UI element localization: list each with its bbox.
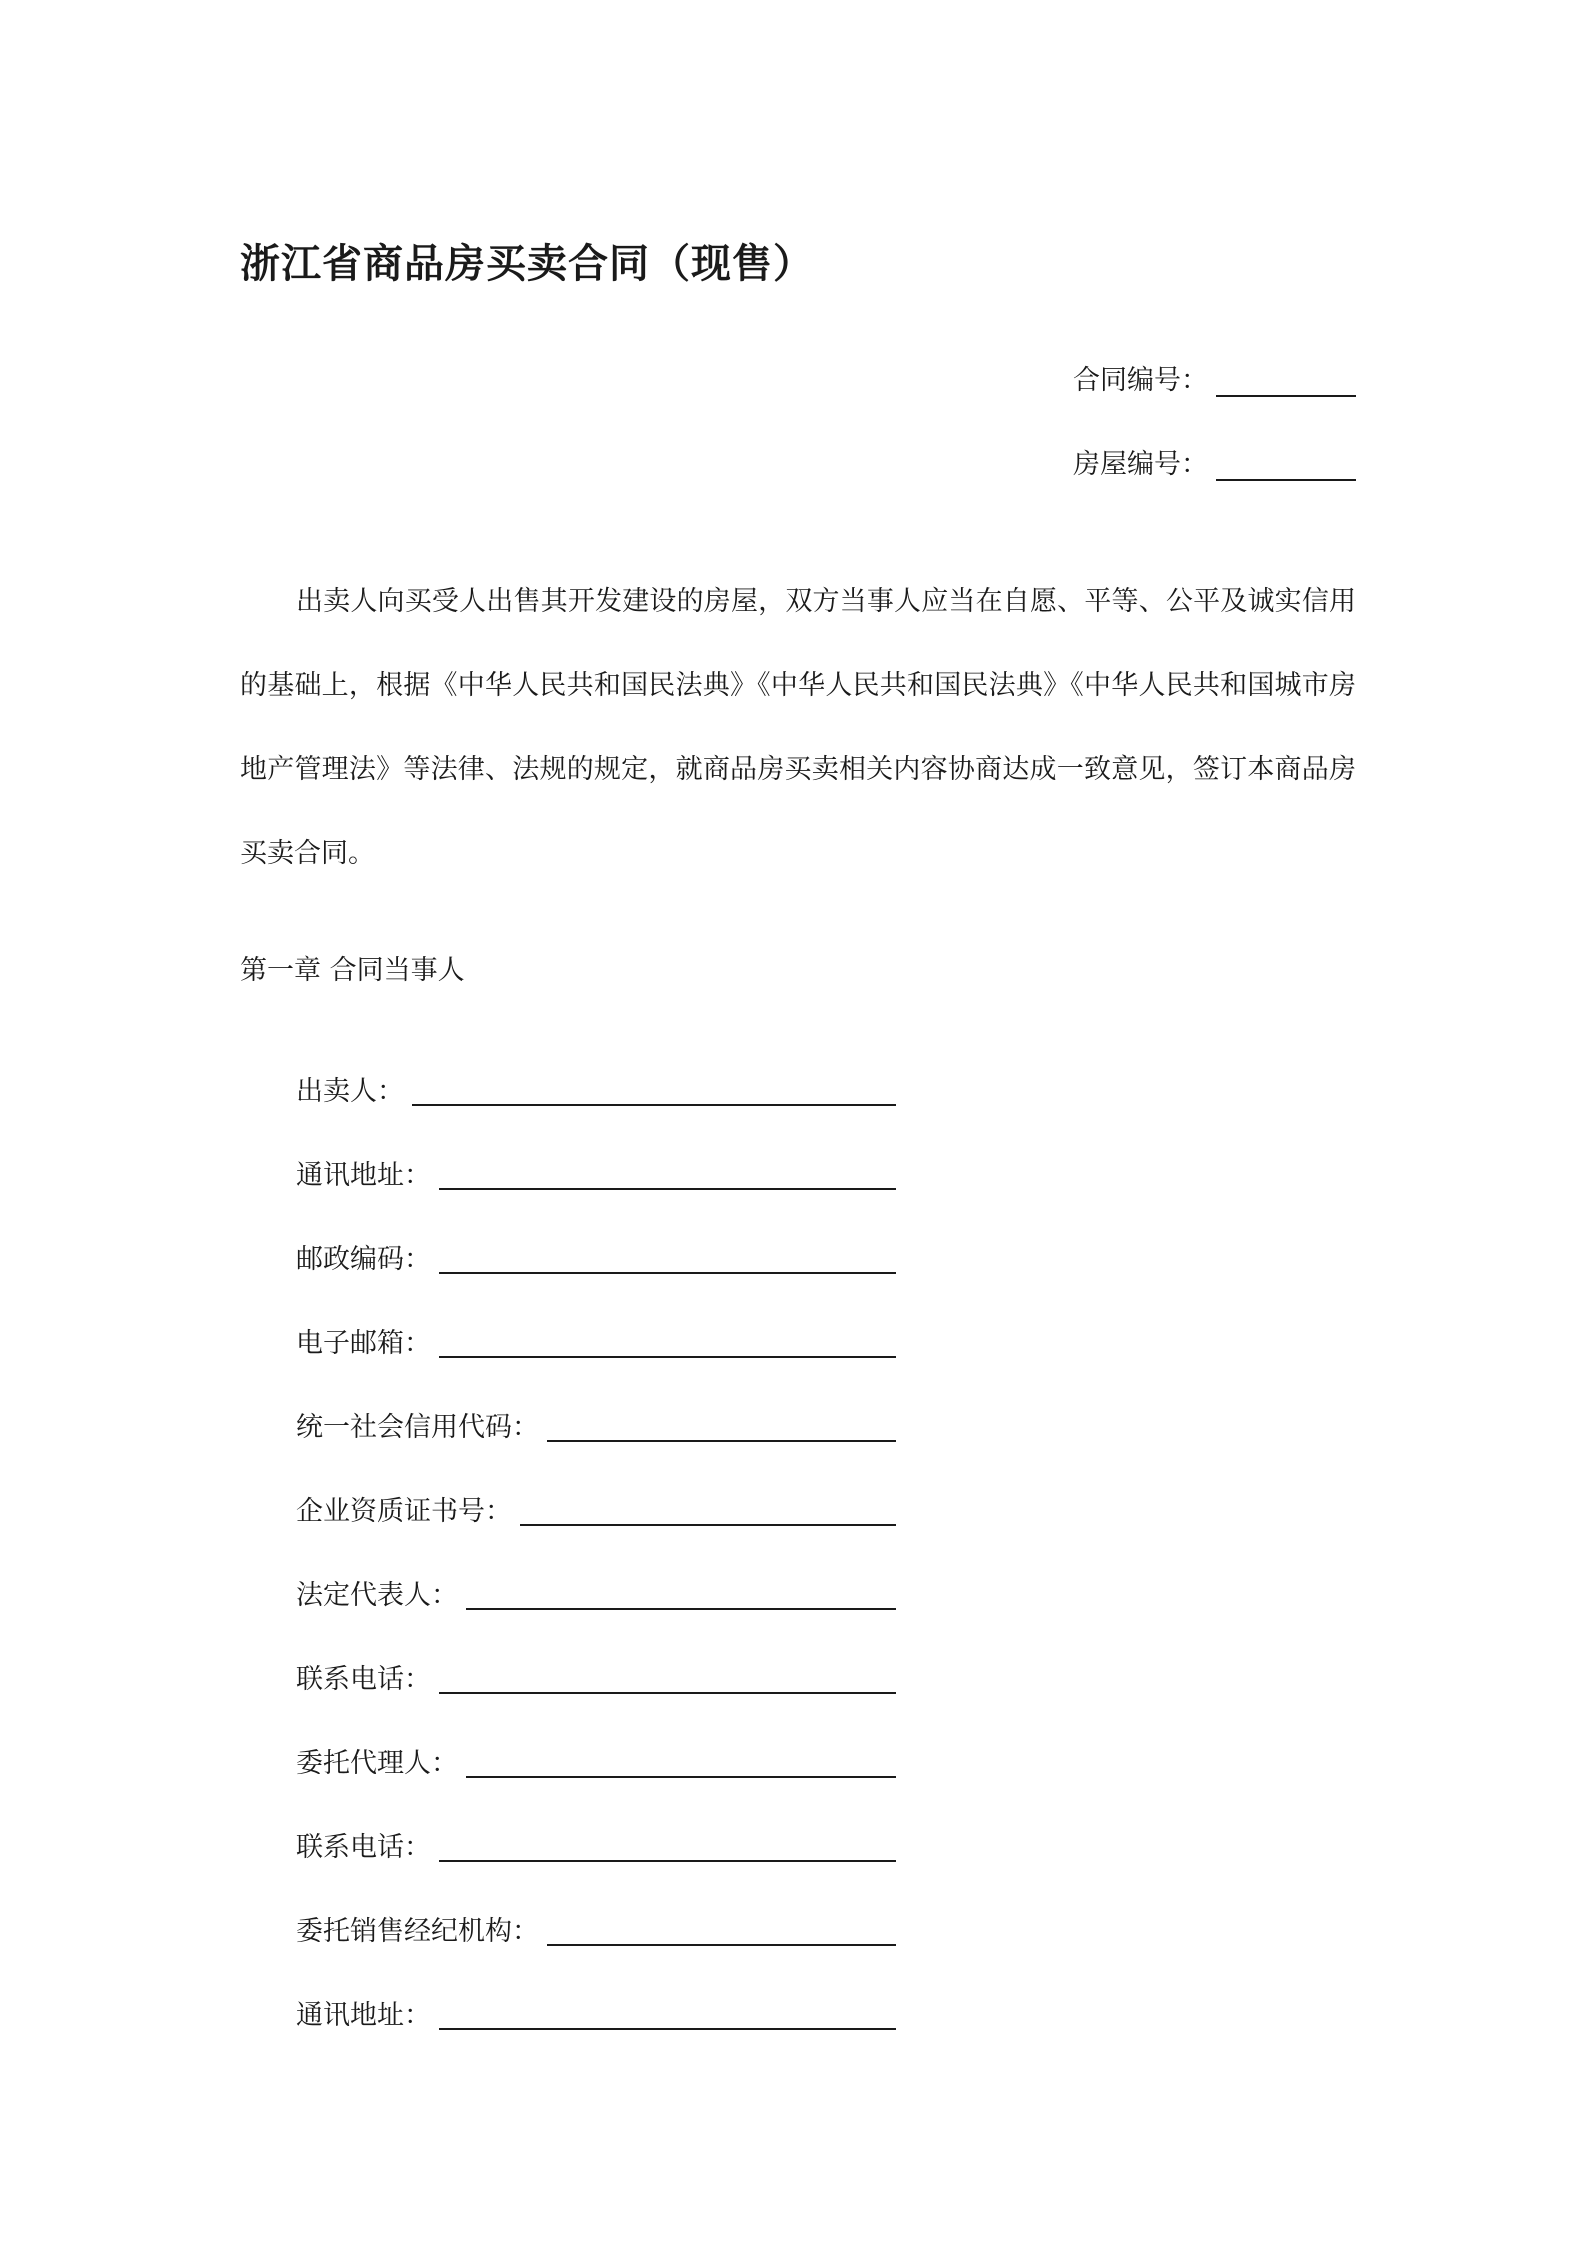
house-number-blank[interactable] bbox=[1216, 449, 1356, 481]
field-label: 邮政编码： bbox=[296, 1244, 431, 1275]
field-label: 通讯地址： bbox=[296, 2000, 431, 2031]
field-label: 电子邮箱： bbox=[296, 1328, 431, 1359]
field-seller bbox=[296, 1028, 896, 1112]
field-qualification-cert bbox=[296, 1448, 896, 1532]
field-legal-representative bbox=[296, 1532, 896, 1616]
field-label: 委托销售经纪机构： bbox=[296, 1916, 539, 1947]
field-blank[interactable] bbox=[439, 1826, 896, 1862]
field-blank[interactable] bbox=[466, 1742, 896, 1778]
house-number-label: 房屋编号： bbox=[1073, 449, 1208, 480]
intro-paragraph: 出卖人向买受人出售其开发建设的房屋，双方当事人应当在自愿、平等、公平及诚实信用的基础上，根据《中华人民共和国民法典》《中华人民共和国民法典》《中华人民共和国城市房地产管理法》等法律、法规的规定，就商品房买卖相关内容协商达成一致意见，签订本商品房买卖合同。 bbox=[240, 586, 1356, 869]
contract-number-row bbox=[1073, 358, 1356, 397]
field-blank[interactable] bbox=[520, 1490, 896, 1526]
field-agent bbox=[296, 1700, 896, 1784]
field-blank[interactable] bbox=[439, 1994, 896, 2030]
field-label: 联系电话： bbox=[296, 1664, 431, 1695]
field-address bbox=[296, 1112, 896, 1196]
field-blank[interactable] bbox=[466, 1574, 896, 1610]
field-blank[interactable] bbox=[439, 1322, 896, 1358]
document-title: 浙江省商品房买卖合同（现售） bbox=[240, 241, 814, 287]
field-postcode bbox=[296, 1196, 896, 1280]
field-label: 企业资质证书号： bbox=[296, 1496, 512, 1527]
field-blank[interactable] bbox=[439, 1238, 896, 1274]
field-blank[interactable] bbox=[412, 1070, 896, 1106]
field-label: 法定代表人： bbox=[296, 1580, 458, 1611]
field-blank[interactable] bbox=[547, 1406, 896, 1442]
party-fields bbox=[296, 1028, 896, 2036]
field-label: 统一社会信用代码： bbox=[296, 1412, 539, 1443]
contract-number-label: 合同编号： bbox=[1073, 365, 1208, 396]
field-email bbox=[296, 1280, 896, 1364]
field-phone bbox=[296, 1616, 896, 1700]
field-label: 委托代理人： bbox=[296, 1748, 458, 1779]
field-blank[interactable] bbox=[547, 1910, 896, 1946]
field-label: 通讯地址： bbox=[296, 1160, 431, 1191]
field-blank[interactable] bbox=[439, 1658, 896, 1694]
field-sales-agency bbox=[296, 1868, 896, 1952]
field-agent-phone bbox=[296, 1784, 896, 1868]
house-number-row bbox=[1073, 442, 1356, 481]
contract-number-blank[interactable] bbox=[1216, 365, 1356, 397]
field-credit-code bbox=[296, 1364, 896, 1448]
chapter-heading: 第一章 合同当事人 bbox=[240, 955, 465, 986]
field-label: 出卖人： bbox=[296, 1076, 404, 1107]
field-label: 联系电话： bbox=[296, 1832, 431, 1863]
field-agency-address bbox=[296, 1952, 896, 2036]
field-blank[interactable] bbox=[439, 1154, 896, 1190]
